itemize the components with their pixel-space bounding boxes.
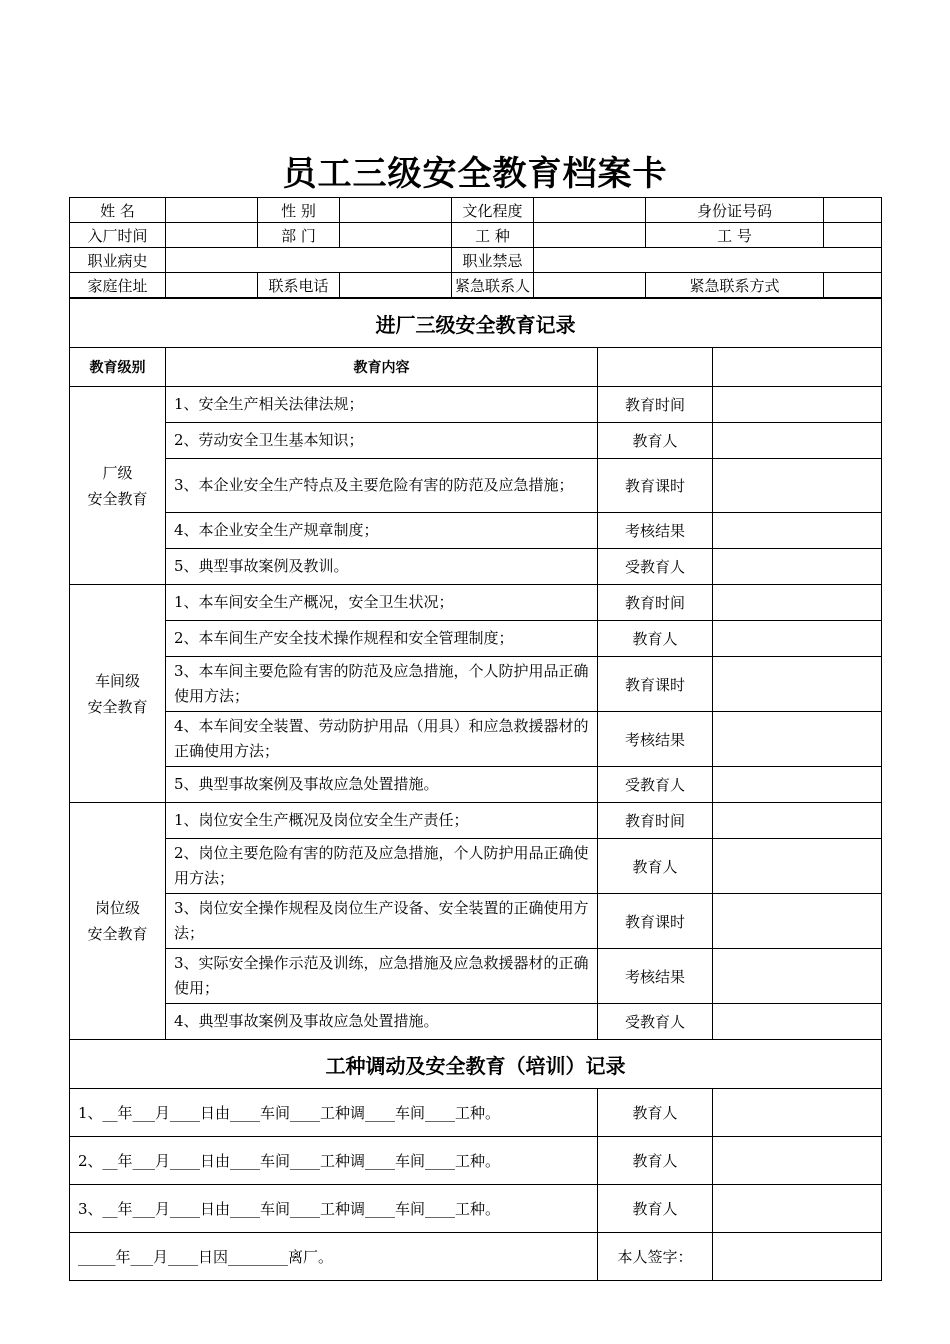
level-column-header: 教育级别: [70, 348, 166, 387]
gender-field[interactable]: [340, 198, 452, 223]
signature-label: 本人签字：: [598, 1233, 713, 1281]
factory-content-item: 4、本企业安全生产规章制度；: [166, 513, 598, 549]
phone-label: 联系电话: [258, 273, 340, 298]
post-content-item: 3、岗位安全操作规程及岗位生产设备、安全装置的正确使用方法；: [166, 894, 598, 949]
factory-record-label: 考核结果: [598, 513, 713, 549]
name-field[interactable]: [166, 198, 258, 223]
transfer-record-text: 2、__年___月____日由____车间____工种调____车间____工种。: [70, 1137, 598, 1185]
factory-content-item: 1、安全生产相关法律法规；: [166, 387, 598, 423]
occupational-disease-field[interactable]: [166, 248, 452, 273]
workshop-record-label: 教育人: [598, 621, 713, 657]
post-record-label: 教育课时: [598, 894, 713, 949]
section1-title: 进厂三级安全教育记录: [70, 299, 882, 348]
factory-record-label: 教育课时: [598, 459, 713, 513]
workshop-content-item: 4、本车间安全装置、劳动防护用品（用具）和应急救援器材的正确使用方法；: [166, 712, 598, 767]
factory-level-cell: [70, 387, 166, 585]
education-field[interactable]: [534, 198, 646, 223]
emergency-contact-field[interactable]: [534, 273, 646, 298]
leave-record-text: _____年___月____日因________离厂。: [70, 1233, 598, 1281]
job-number-label: 工 号: [646, 223, 824, 248]
factory-record-field[interactable]: [713, 513, 882, 549]
content-column-header: 教育内容: [166, 348, 598, 387]
factory-record-field[interactable]: [713, 549, 882, 585]
factory-record-field[interactable]: [713, 459, 882, 513]
workshop-record-field[interactable]: [713, 657, 882, 712]
id-number-label: 身份证号码: [646, 198, 824, 223]
education-label: 文化程度: [452, 198, 534, 223]
job-type-field[interactable]: [534, 223, 646, 248]
workshop-record-label: 受教育人: [598, 767, 713, 803]
workshop-record-field[interactable]: [713, 621, 882, 657]
factory-level-label: 厂级: [102, 463, 133, 482]
signature-field[interactable]: [713, 1233, 882, 1281]
id-number-field[interactable]: [824, 198, 882, 223]
post-record-label: 考核结果: [598, 949, 713, 1004]
post-record-field[interactable]: [713, 949, 882, 1004]
workshop-record-label: 教育课时: [598, 657, 713, 712]
post-record-label: 教育人: [598, 839, 713, 894]
emergency-contact-phone-label: 紧急联系方式: [646, 273, 824, 298]
workshop-record-field[interactable]: [713, 585, 882, 621]
post-level-label: 岗位级: [94, 899, 140, 917]
occupational-taboo-label: 职业禁忌: [452, 248, 534, 273]
post-record-field[interactable]: [713, 803, 882, 839]
name-label: 姓 名: [70, 198, 166, 223]
workshop-content-item: 2、本车间生产安全技术操作规程和安全管理制度；: [166, 621, 598, 657]
department-label: 部 门: [258, 223, 340, 248]
post-record-label: 教育时间: [598, 803, 713, 839]
job-number-field[interactable]: [824, 223, 882, 248]
workshop-level-cell: [70, 585, 166, 803]
job-type-label: 工 种: [452, 223, 534, 248]
section2-title: 工种调动及安全教育（培训）记录: [70, 1040, 882, 1089]
workshop-record-label: 教育时间: [598, 585, 713, 621]
post-record-label: 受教育人: [598, 1004, 713, 1040]
post-record-field[interactable]: [713, 839, 882, 894]
workshop-record-field[interactable]: [713, 712, 882, 767]
emergency-contact-phone-field[interactable]: [824, 273, 882, 298]
transfer-educator-field[interactable]: [713, 1185, 882, 1233]
factory-content-item: 2、劳动安全卫生基本知识；: [166, 423, 598, 459]
transfer-educator-field[interactable]: [713, 1089, 882, 1137]
value-column-header: [713, 348, 882, 387]
education-record-table: [69, 298, 882, 1281]
personal-info-table: [69, 197, 882, 298]
factory-content-item: 5、典型事故案例及教训。: [166, 549, 598, 585]
entry-time-field[interactable]: [166, 223, 258, 248]
transfer-educator-label: 教育人: [598, 1185, 713, 1233]
factory-content-item: 3、本企业安全生产特点及主要危险有害的防范及应急措施；: [166, 459, 598, 513]
transfer-educator-label: 教育人: [598, 1089, 713, 1137]
post-content-item: 1、岗位安全生产概况及岗位安全生产责任；: [166, 803, 598, 839]
post-record-field[interactable]: [713, 1004, 882, 1040]
factory-level-sublabel: 安全教育: [87, 489, 148, 508]
workshop-content-item: 3、本车间主要危险有害的防范及应急措施，个人防护用品正确使用方法；: [166, 657, 598, 712]
factory-record-field[interactable]: [713, 387, 882, 423]
post-level-cell: [70, 803, 166, 1040]
factory-record-label: 受教育人: [598, 549, 713, 585]
home-address-label: 家庭住址: [70, 273, 166, 298]
post-content-item: 3、实际安全操作示范及训练，应急措施及应急救援器材的正确使用；: [166, 949, 598, 1004]
post-record-field[interactable]: [713, 894, 882, 949]
occupational-disease-label: 职业病史: [70, 248, 166, 273]
factory-record-label: 教育时间: [598, 387, 713, 423]
transfer-educator-field[interactable]: [713, 1137, 882, 1185]
workshop-record-label: 考核结果: [598, 712, 713, 767]
phone-field[interactable]: [340, 273, 452, 298]
post-content-item: 4、典型事故案例及事故应急处置措施。: [166, 1004, 598, 1040]
workshop-content-item: 5、典型事故案例及事故应急处置措施。: [166, 767, 598, 803]
occupational-taboo-field[interactable]: [534, 248, 882, 273]
transfer-record-text: 1、__年___月____日由____车间____工种调____车间____工种。: [70, 1089, 598, 1137]
entry-time-label: 入厂时间: [70, 223, 166, 248]
gender-label: 性 别: [258, 198, 340, 223]
workshop-level-label: 车间级: [94, 671, 140, 690]
label-column-header: [598, 348, 713, 387]
department-field[interactable]: [340, 223, 452, 248]
factory-record-field[interactable]: [713, 423, 882, 459]
workshop-content-item: 1、本车间安全生产概况，安全卫生状况；: [166, 585, 598, 621]
workshop-level-sublabel: 安全教育: [87, 697, 148, 716]
workshop-record-field[interactable]: [713, 767, 882, 803]
post-content-item: 2、岗位主要危险有害的防范及应急措施，个人防护用品正确使用方法；: [166, 839, 598, 894]
transfer-record-text: 3、__年___月____日由____车间____工种调____车间____工种。: [70, 1185, 598, 1233]
transfer-educator-label: 教育人: [598, 1137, 713, 1185]
page-title: 员工三级安全教育档案卡: [282, 154, 668, 194]
home-address-field[interactable]: [166, 273, 258, 298]
factory-record-label: 教育人: [598, 423, 713, 459]
post-level-sublabel: 安全教育: [87, 925, 148, 943]
emergency-contact-label: 紧急联系人: [452, 273, 534, 298]
